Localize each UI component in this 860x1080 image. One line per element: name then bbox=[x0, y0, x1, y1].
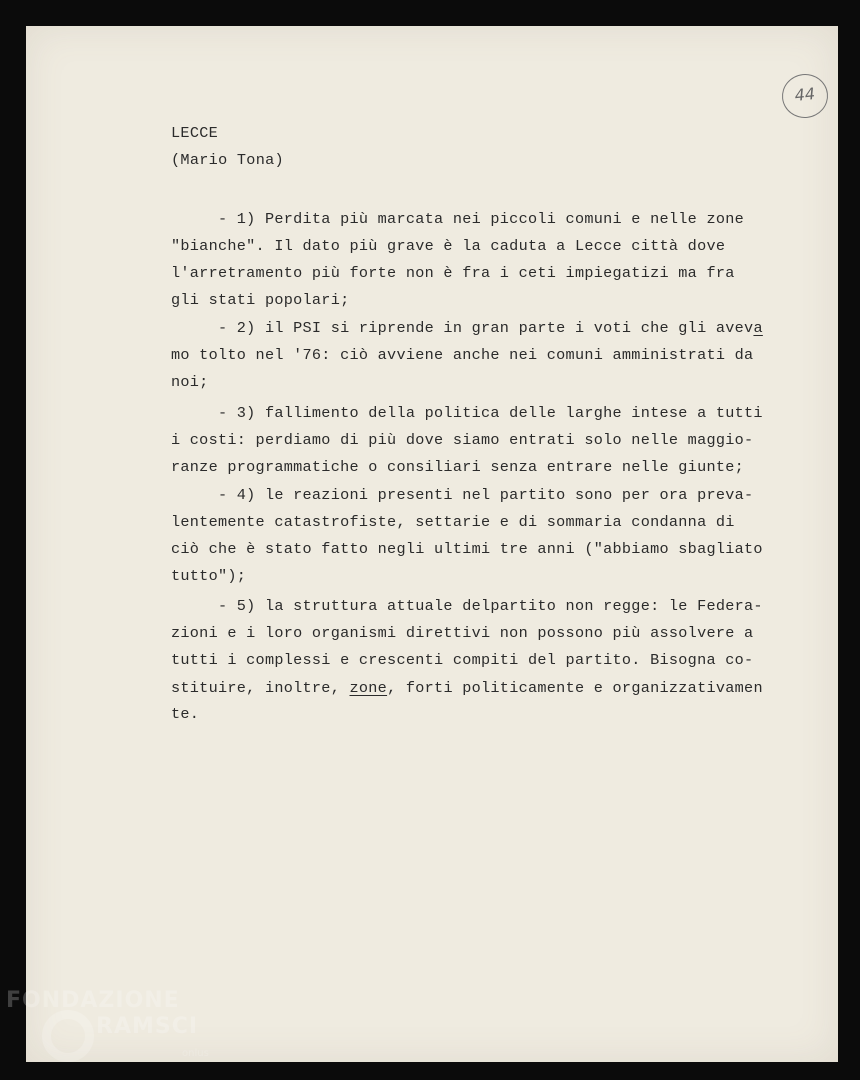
text-line: l'arretramento più forte non è fra i ceti impiegatizi ma fra bbox=[171, 264, 735, 282]
page-number-circle: 44 bbox=[780, 72, 830, 121]
text-line: mo tolto nel '76: ciò avviene anche nei comuni amministrati da bbox=[171, 346, 754, 364]
text-segment: stituire, inoltre, bbox=[171, 679, 350, 697]
text-segment: , forti politicamente e organizzativamen bbox=[387, 679, 763, 697]
text-line bbox=[171, 679, 763, 697]
text-line: tutto"); bbox=[171, 567, 247, 585]
text-line: - 1) Perdita più marcata nei piccoli comuni e nelle zone bbox=[171, 210, 745, 228]
underlined-text: zone bbox=[349, 679, 388, 697]
text-line: lentemente catastrofiste, settarie e di sommaria condanna di bbox=[171, 513, 735, 531]
watermark-text: FONDAZIONE bbox=[6, 988, 180, 1013]
text-line: tutti i complessi e crescenti compiti del partito. Bisogna co- bbox=[171, 651, 754, 669]
text-line: ranze programmatiche o consiliari senza entrare nelle giunte; bbox=[171, 458, 745, 476]
text-line bbox=[171, 319, 763, 337]
text-line: i costi: perdiamo di più dove siamo entrati solo nelle maggio- bbox=[171, 431, 754, 449]
text-line: te. bbox=[171, 705, 200, 723]
text-line: zioni e i loro organismi direttivi non possono più assolvere a bbox=[171, 624, 754, 642]
text-line: - 5) la struttura attuale delpartito non regge: le Federa- bbox=[171, 597, 763, 615]
text-line: - 4) le reazioni presenti nel partito sono per ora preva- bbox=[171, 486, 754, 504]
underlined-text: a bbox=[753, 319, 763, 337]
heading-author: (Mario Tona) bbox=[171, 151, 284, 169]
text-line: noi; bbox=[171, 373, 209, 391]
text-segment: - 2) il PSI si riprende in gran parte i voti che gli avev bbox=[171, 319, 754, 337]
text-line: gli stati popolari; bbox=[171, 291, 350, 309]
text-line: "bianche". Il dato più grave è la caduta a Lecce città dove bbox=[171, 237, 726, 255]
watermark-text: RAMSCI bbox=[96, 1014, 199, 1039]
heading-city: LECCE bbox=[171, 124, 219, 142]
text-line: - 3) fallimento della politica delle larghe intese a tutti bbox=[171, 404, 763, 422]
text-line: ciò che è stato fatto negli ultimi tre anni ("abbiamo sbagliato bbox=[171, 540, 763, 558]
